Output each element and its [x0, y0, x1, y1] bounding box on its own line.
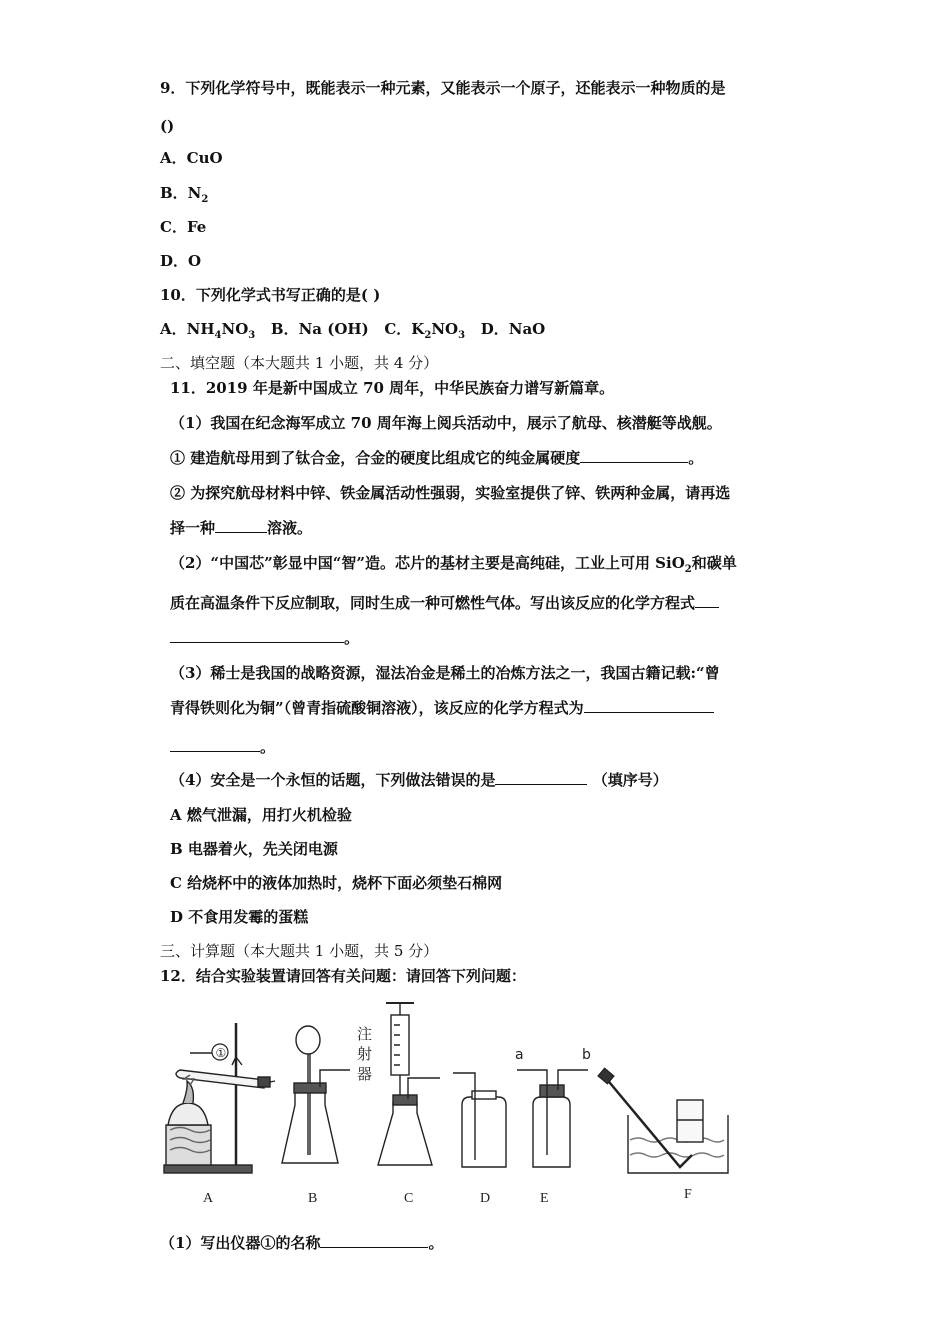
q11-option-d: D 不食用发霉的蛋糕 — [170, 908, 309, 926]
bottle-e-stopper — [540, 1085, 564, 1097]
erlenmeyer-flask — [378, 1103, 432, 1165]
q11-part3-line3: 。 — [170, 737, 275, 757]
q11-part3-blank-a[interactable] — [584, 698, 714, 713]
flask-c-stopper — [393, 1095, 417, 1105]
syringe-char-2: 射 — [357, 1045, 373, 1063]
apparatus-drawing — [150, 995, 750, 1210]
q11-option-b: B 电器着火，先关闭电源 — [170, 840, 338, 858]
q11-part3-line2: 青得铁则化为铜”（曾青指硫酸铜溶液），该反应的化学方程式为 — [170, 698, 714, 718]
syringe-char-3: 器 — [357, 1065, 373, 1083]
q11-option-c: C 给烧杯中的液体加热时，烧杯下面必须垫石棉网 — [170, 874, 503, 892]
q10-option-d: D．NaO — [480, 320, 546, 338]
water-wave — [630, 1153, 724, 1157]
syringe-char-1: 注 — [357, 1025, 373, 1043]
label-a: A — [203, 1191, 214, 1206]
flask-stopper — [294, 1083, 326, 1093]
label-d: D — [480, 1191, 491, 1206]
q12-stem: 12．结合实验装置请回答有关问题：请回答下列问题： — [160, 967, 526, 985]
q11-part2-line2: 质在高温条件下反应制取，同时生成一种可燃性气体。写出该反应的化学方程式 — [170, 593, 719, 613]
q11-part2-line3: 。 — [170, 628, 359, 648]
label-e: E — [540, 1191, 549, 1206]
rubber-stopper — [258, 1077, 270, 1087]
marker-label: ① — [215, 1046, 227, 1060]
q11-part1a: ① 建造航母用到了钛合金，合金的硬度比组成它的纯金属硬度 。 — [170, 449, 704, 467]
q10-option-b: B．Na (OH) — [270, 320, 369, 338]
q11-option-a: A 燃气泄漏，用打火机检验 — [170, 806, 352, 824]
delivery-tube-d — [453, 1073, 475, 1160]
q11-part1b: ② 为探究航母材料中锌、铁金属活动性强弱，实验室提供了锌、铁两种金属，请再选 — [170, 484, 731, 502]
label-b: B — [308, 1191, 318, 1206]
q9-option-d: D．O — [160, 252, 202, 270]
q11-part4-blank[interactable] — [495, 770, 587, 785]
delivery-stub — [270, 1081, 275, 1082]
apparatus-b — [282, 1026, 350, 1163]
apparatus-f — [598, 1068, 728, 1173]
q10-options — [160, 319, 545, 346]
q11-part2-line1: （2）“中国芯”彰显中国“智”造。芯片的基材主要是高纯硅，工业上可用 SiO$_2$和碳单 — [170, 554, 737, 575]
q9-paren: () — [160, 117, 175, 135]
section-2-heading: 二、填空题（本大题共 1 小题，共 4 分） — [160, 354, 439, 372]
q10-stem: 10．下列化学式书写正确的是( ) — [160, 286, 381, 304]
q10-option-c: C．$K_2NO_3$ — [384, 320, 466, 341]
label-f: F — [684, 1187, 692, 1202]
apparatus-e — [515, 1047, 591, 1167]
q9-stem: 9．下列化学符号中，既能表示一种元素，又能表示一个原子，还能表示一种物质的是 — [160, 79, 726, 97]
q9-option-b: B．$N_2$ — [160, 184, 209, 205]
q10-option-a: A．$NH_4NO_3$ — [160, 320, 256, 341]
gas-bottle-e — [533, 1097, 570, 1167]
q11-part2-blank-b[interactable] — [170, 628, 344, 643]
apparatus-d — [453, 1073, 506, 1167]
q11-part1a-blank[interactable] — [580, 448, 688, 463]
q9-option-c: C．Fe — [160, 218, 207, 236]
q11-part3-blank-b[interactable] — [170, 737, 260, 752]
long-tube-a — [517, 1070, 547, 1155]
tube-f-end — [598, 1068, 614, 1083]
apparatus-a — [164, 1023, 275, 1173]
gas-bottle-d — [462, 1097, 506, 1167]
q12-part1-blank[interactable] — [320, 1233, 428, 1248]
q12-part1: （1）写出仪器①的名称 。 — [160, 1234, 444, 1252]
q11-stem: 11．2019 年是新中国成立 70 周年，中华民族奋力谱写新篇章。 — [170, 379, 615, 397]
alcohol-lamp — [168, 1103, 208, 1125]
separating-funnel-bulb — [296, 1026, 320, 1054]
q9-option-a: A．CuO — [160, 149, 223, 167]
lamp-flame — [183, 1081, 193, 1103]
q11-part1b-line2: 择一种 溶液。 — [170, 519, 313, 537]
port-a-label: a — [515, 1047, 524, 1063]
q11-part1b-blank[interactable] — [215, 518, 267, 533]
syringe-scale — [394, 1025, 400, 1065]
collection-bottle — [677, 1100, 703, 1142]
apparatus-c — [357, 1003, 440, 1165]
lamp-block — [166, 1125, 211, 1165]
stand-base — [164, 1165, 252, 1173]
label-c: C — [404, 1191, 414, 1206]
q11-part3-line1: （3）稀士是我国的战略资源，湿法冶金是稀土的冶炼方法之一，我国古籍记载:“曾 — [170, 664, 720, 682]
q11-part4: （4）安全是一个永恒的话题，下列做法错误的是 （填序号） — [170, 771, 668, 789]
q11-part1: （1）我国在纪念海军成立 70 周年海上阅兵活动中，展示了航母、核潜艇等战舰。 — [170, 414, 722, 432]
q11-part2-blank-a[interactable] — [695, 593, 719, 608]
apparatus-figure — [150, 995, 750, 1210]
port-b-label: b — [582, 1047, 591, 1063]
section-3-heading: 三、计算题（本大题共 1 小题，共 5 分） — [160, 942, 439, 960]
